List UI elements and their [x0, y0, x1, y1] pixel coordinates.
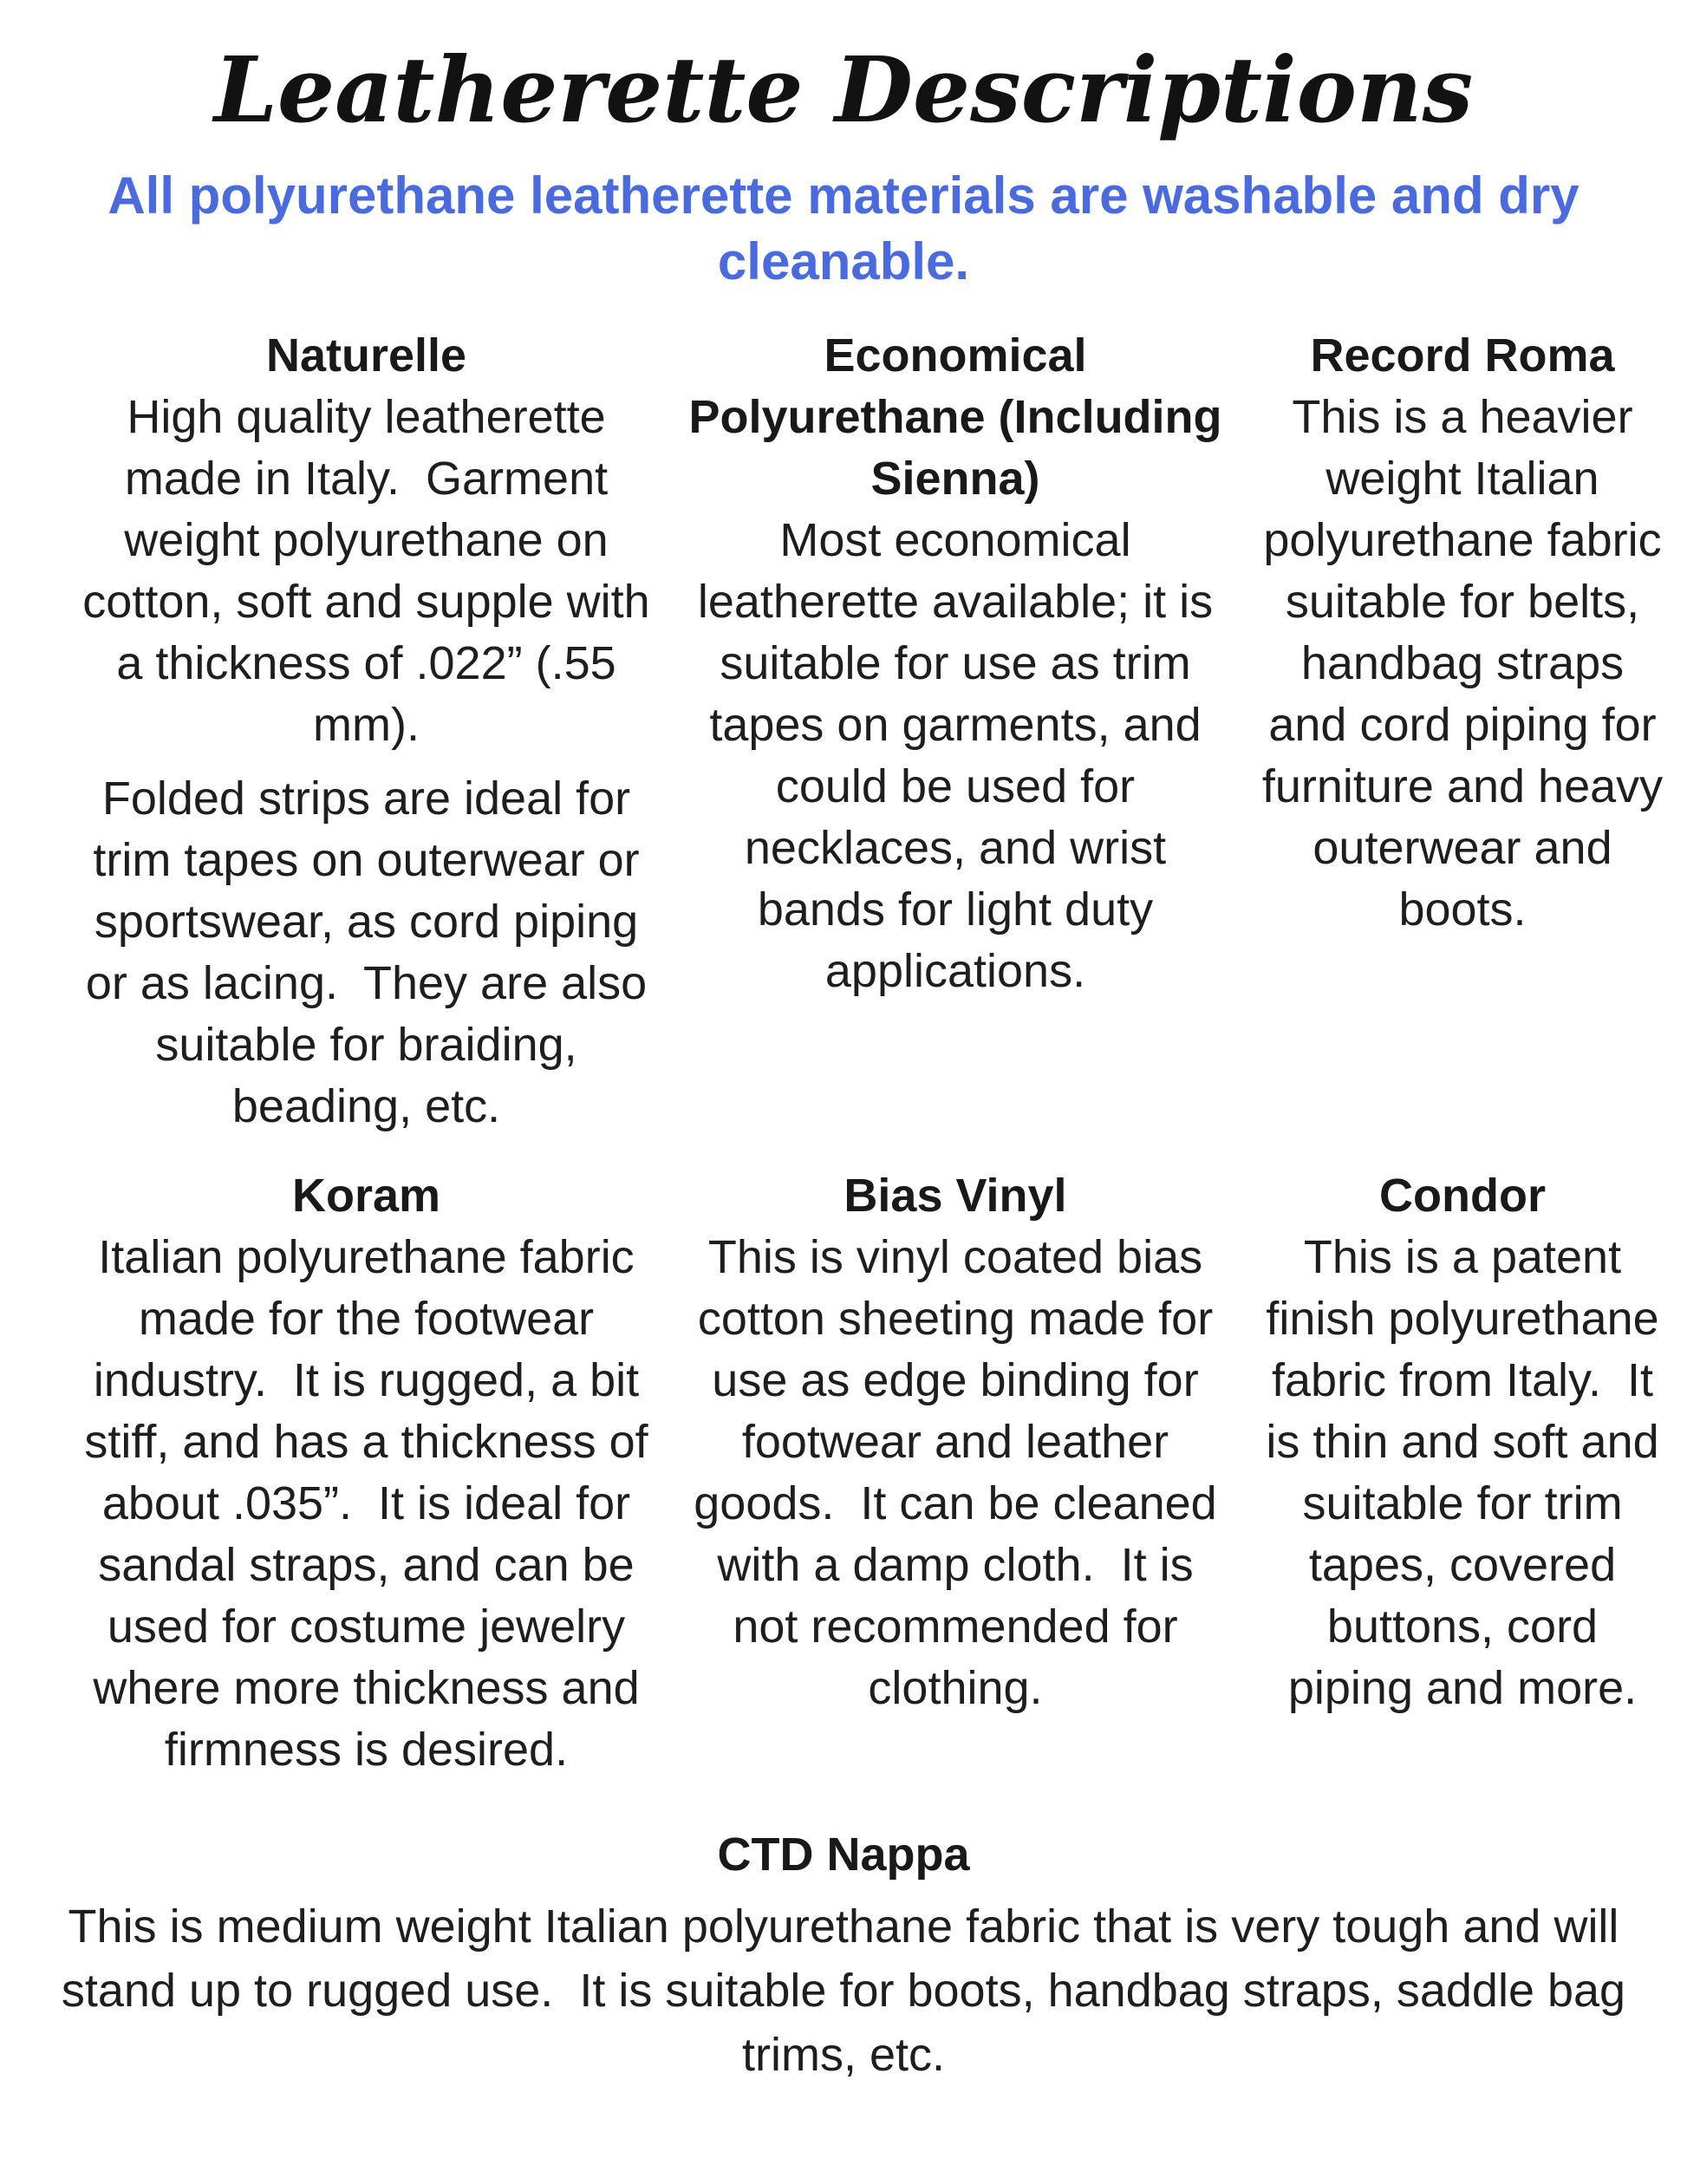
material-card-koram — [82, 1165, 661, 1781]
material-description: This is medium weight Italian polyurethane fabric that is very tough and will stand up to rugged use. It is suitable for boots, handbag straps, saddle bag trims, etc. — [61, 1900, 1639, 2082]
material-description: Italian polyurethane fabric made for the footwear industry. It is rugged, a bit stiff, and has a thickness of about .035”. It is ideal for sandal straps, and can be used for costume jewelry where more thickness and firmness is desired. — [84, 1231, 661, 1777]
material-card-naturelle — [82, 325, 663, 1138]
material-card-bias-vinyl — [679, 1165, 1232, 1781]
material-name: Koram — [291, 1170, 441, 1222]
page-title: Leatherette Descriptions — [213, 36, 1474, 143]
materials-grid — [82, 325, 1687, 1781]
material-description: Most economical leatherette available; it is suitable for use as trim tapes on garments, and could be used for necklaces, and wrist bands for light duty applications. — [697, 514, 1227, 998]
material-name: Condor — [1379, 1170, 1546, 1222]
material-name: Bias Vinyl — [844, 1170, 1067, 1222]
material-card-condor — [1260, 1165, 1672, 1781]
material-description: This is a patent finish polyurethane fabric from Italy. It is thin and soft and suitable for trim tapes, covered buttons, cord piping and more. — [1266, 1231, 1672, 1715]
material-card-economical-polyurethane — [679, 325, 1232, 1138]
material-description: This is vinyl coated bias cotton sheeting made for use as edge binding for footwear and leather goods. It can be cleaned with a damp cloth. It is not recommended for clothing. — [694, 1231, 1230, 1715]
material-card-record-roma — [1260, 325, 1677, 1138]
material-name: Naturelle — [265, 329, 467, 382]
material-name: Record Roma — [1310, 329, 1615, 382]
material-name: CTD Nappa — [717, 1829, 970, 1881]
material-description: High quality leatherette made in Italy. Garment weight polyurethane on cotton, soft and supple with a thickness of .022” (.55 mm). — [82, 391, 663, 752]
material-description: Folded strips are ideal for trim tapes on outerwear or sportswear, as cord piping or as lacing. They are also suitable for braiding, beading, etc. — [85, 773, 661, 1133]
material-card-ctd-nappa — [0, 1824, 1687, 2087]
material-description: This is a heavier weight Italian polyurethane fabric suitable for belts, handbag straps and cord piping for furniture and heavy outerwear and boots. — [1261, 391, 1677, 936]
material-name: Economical Polyurethane (Including Sienna) — [688, 329, 1222, 505]
page-subtitle: All polyurethane leatherette materials are washable and dry cleanable. — [107, 166, 1580, 291]
